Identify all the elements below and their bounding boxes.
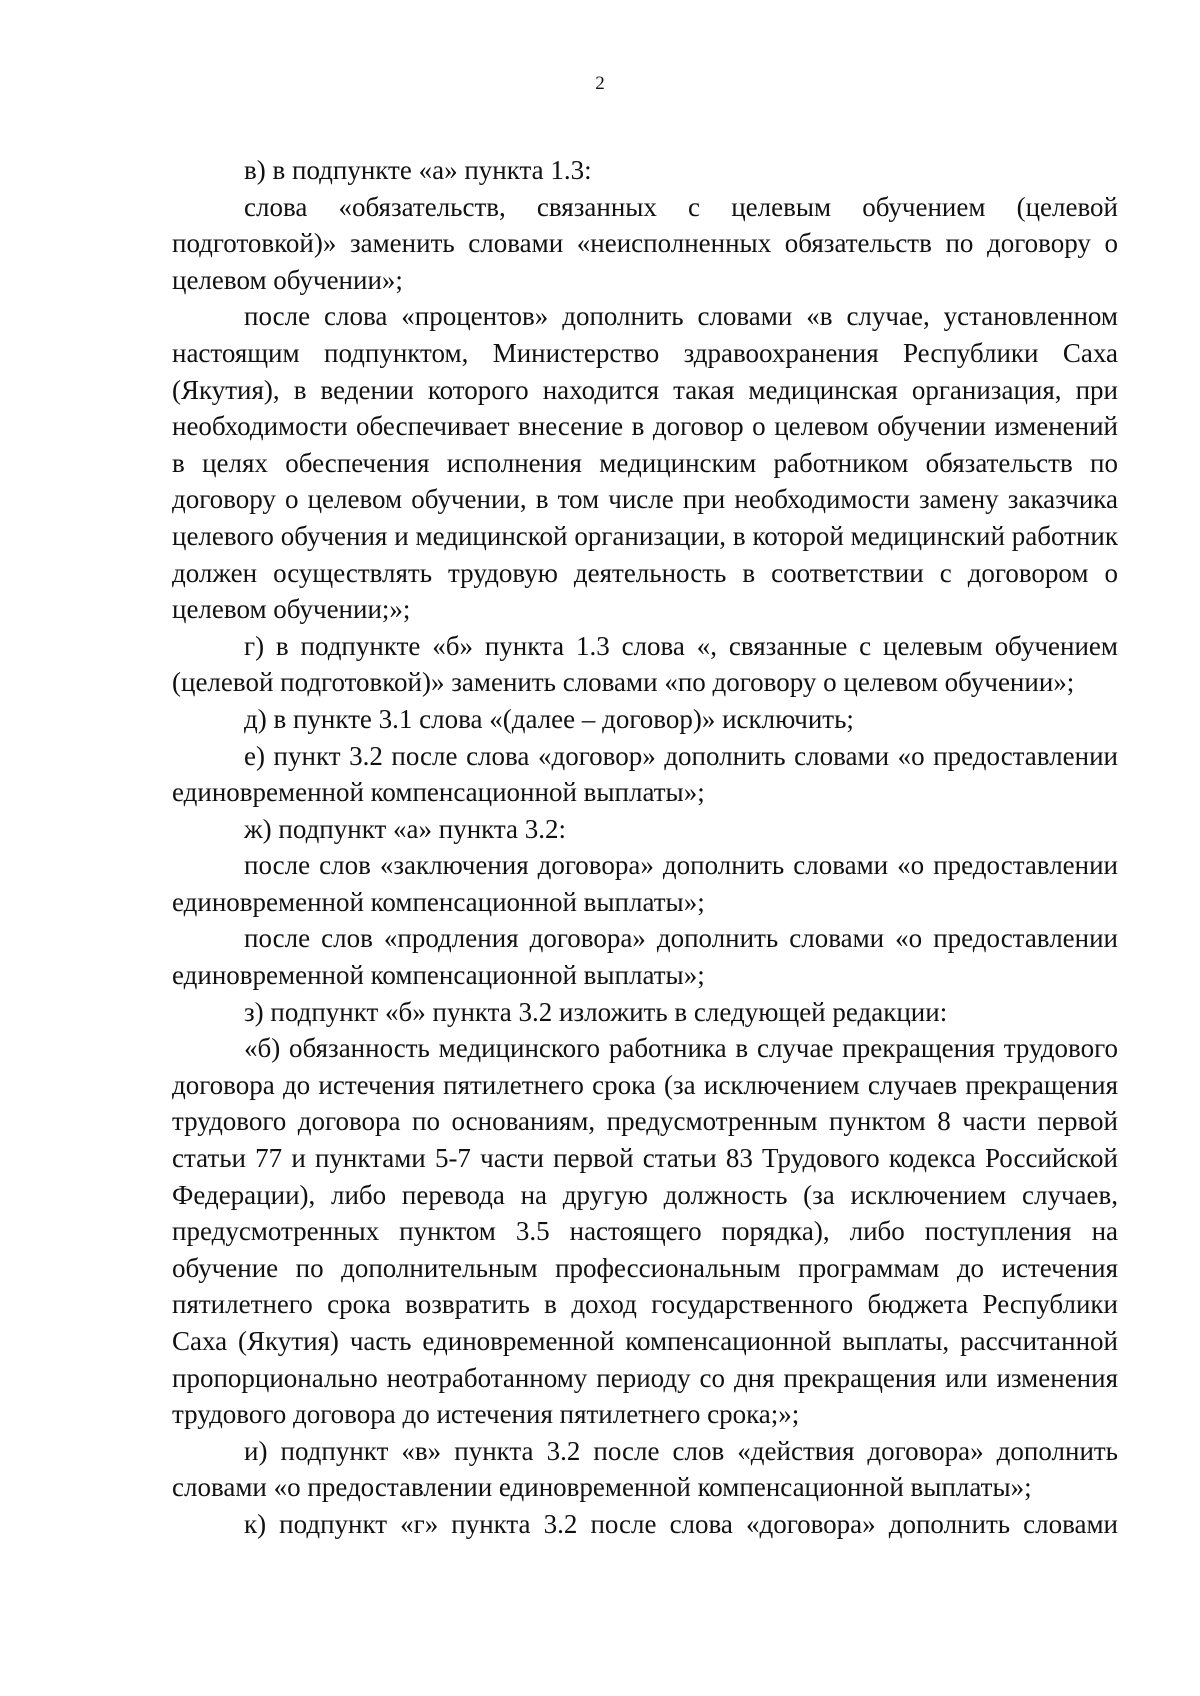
paragraph-v: в) в подпункте «а» пункта 1.3: (244, 155, 592, 185)
document-body (172, 152, 1118, 1543)
paragraph-i: и) подпункт «в» пункта 3.2 после слов «действия договора» дополнить словами «о предоставлении единовременной компенсационной выплаты»; (172, 1435, 1118, 1503)
page-number: 2 (595, 73, 605, 94)
paragraph-zh-extension: после слов «продления договора» дополнить словами «о предоставлении единовременной компенсационной выплаты»; (172, 923, 1118, 991)
paragraph-z-new-text: «б) обязанность медицинского работника в случае прекращения трудового договора до истечения пятилетнего срока (за исключением случаев прекращения трудового договора по основаниям, предусмотренным пунктом 8 части первой статьи 77 и пунктами 5-7 части первой статьи 83 Трудового кодекса Российской Федерации), либо перевода на другую должность (за исключением случаев, предусмотренных пунктом 3.5 настоящего порядка), либо поступления на обучение по дополнительным профессиональным программам до истечения пятилетнего срока возвратить в доход государственного бюджета Республики Саха (Якутия) часть единовременной компенсационной выплаты, рассчитанной пропорционально неотработанному периоду со дня прекращения или изменения трудового договора до истечения пятилетнего срока;»; (172, 1033, 1118, 1430)
paragraph-zh: ж) подпункт «а» пункта 3.2: (244, 813, 567, 844)
paragraph-d: д) в пункте 3.1 слова «(далее – договор)» исключить; (244, 703, 854, 734)
paragraph-g: г) в подпункте «б» пункта 1.3 слова «, связанные с целевым обучением (целевой подготовкой)» заменить словами «по договору о целевом обучении»; (172, 630, 1118, 698)
paragraph-zh-conclusion: после слов «заключения договора» дополнить словами «о предоставлении единовременной компенсационной выплаты»; (172, 850, 1118, 917)
paragraph-v-words: слова «обязательств, связанных с целевым обучением (целевой подготовкой)» заменить словами «неисполненных обязательств по договору о целевом обучении»; (172, 191, 1118, 295)
paragraph-v-after-percent: после слова «процентов» дополнить словами «в случае, установленном настоящим подпунктом, Министерство здравоохранения Республики Саха (Якутия), в ведении которого находится такая медицинская организация, при необходимости обеспечивает внесение в договор о целевом обучении изменений в целях обеспечения исполнения медицинским работником обязательств по договору о целевом обучении, в том числе при необходимости замену заказчика целевого обучения и медицинской организации, в которой медицинский работник должен осуществлять трудовую деятельность в соответствии с договором о целевом обучении;»; (172, 301, 1118, 625)
paragraph-z: з) подпункт «б» пункта 3.2 изложить в следующей редакции: (244, 996, 948, 1027)
paragraph-k: к) подпункт «г» пункта 3.2 после слова «договора» дополнить словами (244, 1508, 1118, 1539)
paragraph-e: е) пункт 3.2 после слова «договор» дополнить словами «о предоставлении единовременной компенсационной выплаты»; (172, 740, 1118, 808)
